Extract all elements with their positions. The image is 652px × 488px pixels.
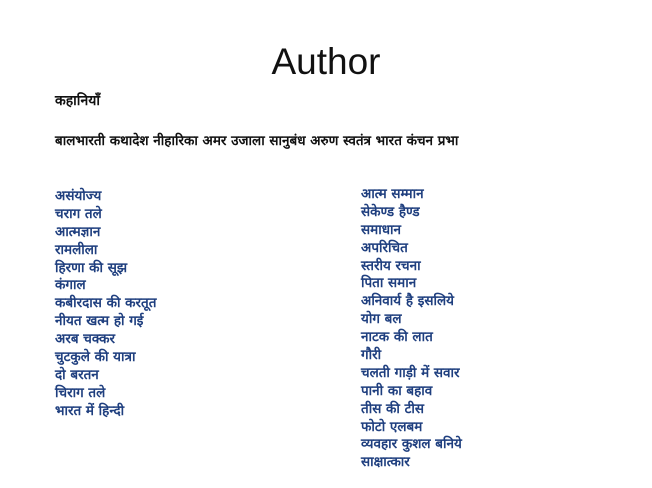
story-title: चिराग तले — [55, 384, 106, 401]
story-list-left — [55, 188, 156, 421]
story-list-right — [361, 186, 462, 472]
section-heading-stories: कहानियाँ — [55, 93, 100, 109]
story-title: दो बरतन — [55, 366, 99, 383]
story-title: नाटक की लात — [361, 329, 433, 346]
story-title: असंयोज्य — [55, 188, 102, 204]
story-title: समाधान — [361, 221, 401, 238]
story-title: अनिवार्य है इसलिये — [361, 293, 454, 310]
story-title: स्तरीय रचना — [361, 257, 421, 274]
story-title: चलती गाड़ी में सवार — [361, 364, 460, 381]
story-title: पानी का बहाव — [361, 382, 433, 399]
story-title: तीस की टीस — [361, 400, 425, 417]
story-title: चुटकुले की यात्रा — [55, 349, 136, 366]
story-title: अपरिचित — [361, 239, 408, 256]
story-title: पिता समान — [361, 275, 417, 292]
story-title: कंगाल — [55, 277, 86, 294]
page-title: Author — [271, 41, 381, 82]
story-title: कबीरदास की करतूत — [55, 295, 157, 312]
story-title: योग बल — [361, 311, 402, 328]
story-title: अरब चक्कर — [55, 331, 116, 348]
story-title: आत्म सम्मान — [361, 186, 424, 202]
story-title: चराग तले — [55, 205, 102, 222]
story-title: भारत में हिन्दी — [55, 402, 125, 419]
story-title: साक्षात्कार — [361, 454, 410, 471]
story-title: रामलीला — [55, 241, 98, 258]
story-title: आत्मज्ञान — [55, 223, 101, 240]
story-title: हिरणा की सूझ — [55, 259, 128, 276]
story-title: व्यवहार कुशल बनिये — [361, 436, 462, 453]
story-title: गौरी — [361, 347, 382, 364]
magazine-list: बालभारती कथादेश नीहारिका अमर उजाला सानुबंध अरुण स्वतंत्र भारत कंचन प्रभा — [55, 133, 459, 149]
story-title: फोटो एलबम — [361, 418, 423, 435]
story-title: सेकेण्ड हैण्ड — [361, 203, 420, 220]
story-title: नीयत खत्म हो गई — [55, 313, 144, 330]
